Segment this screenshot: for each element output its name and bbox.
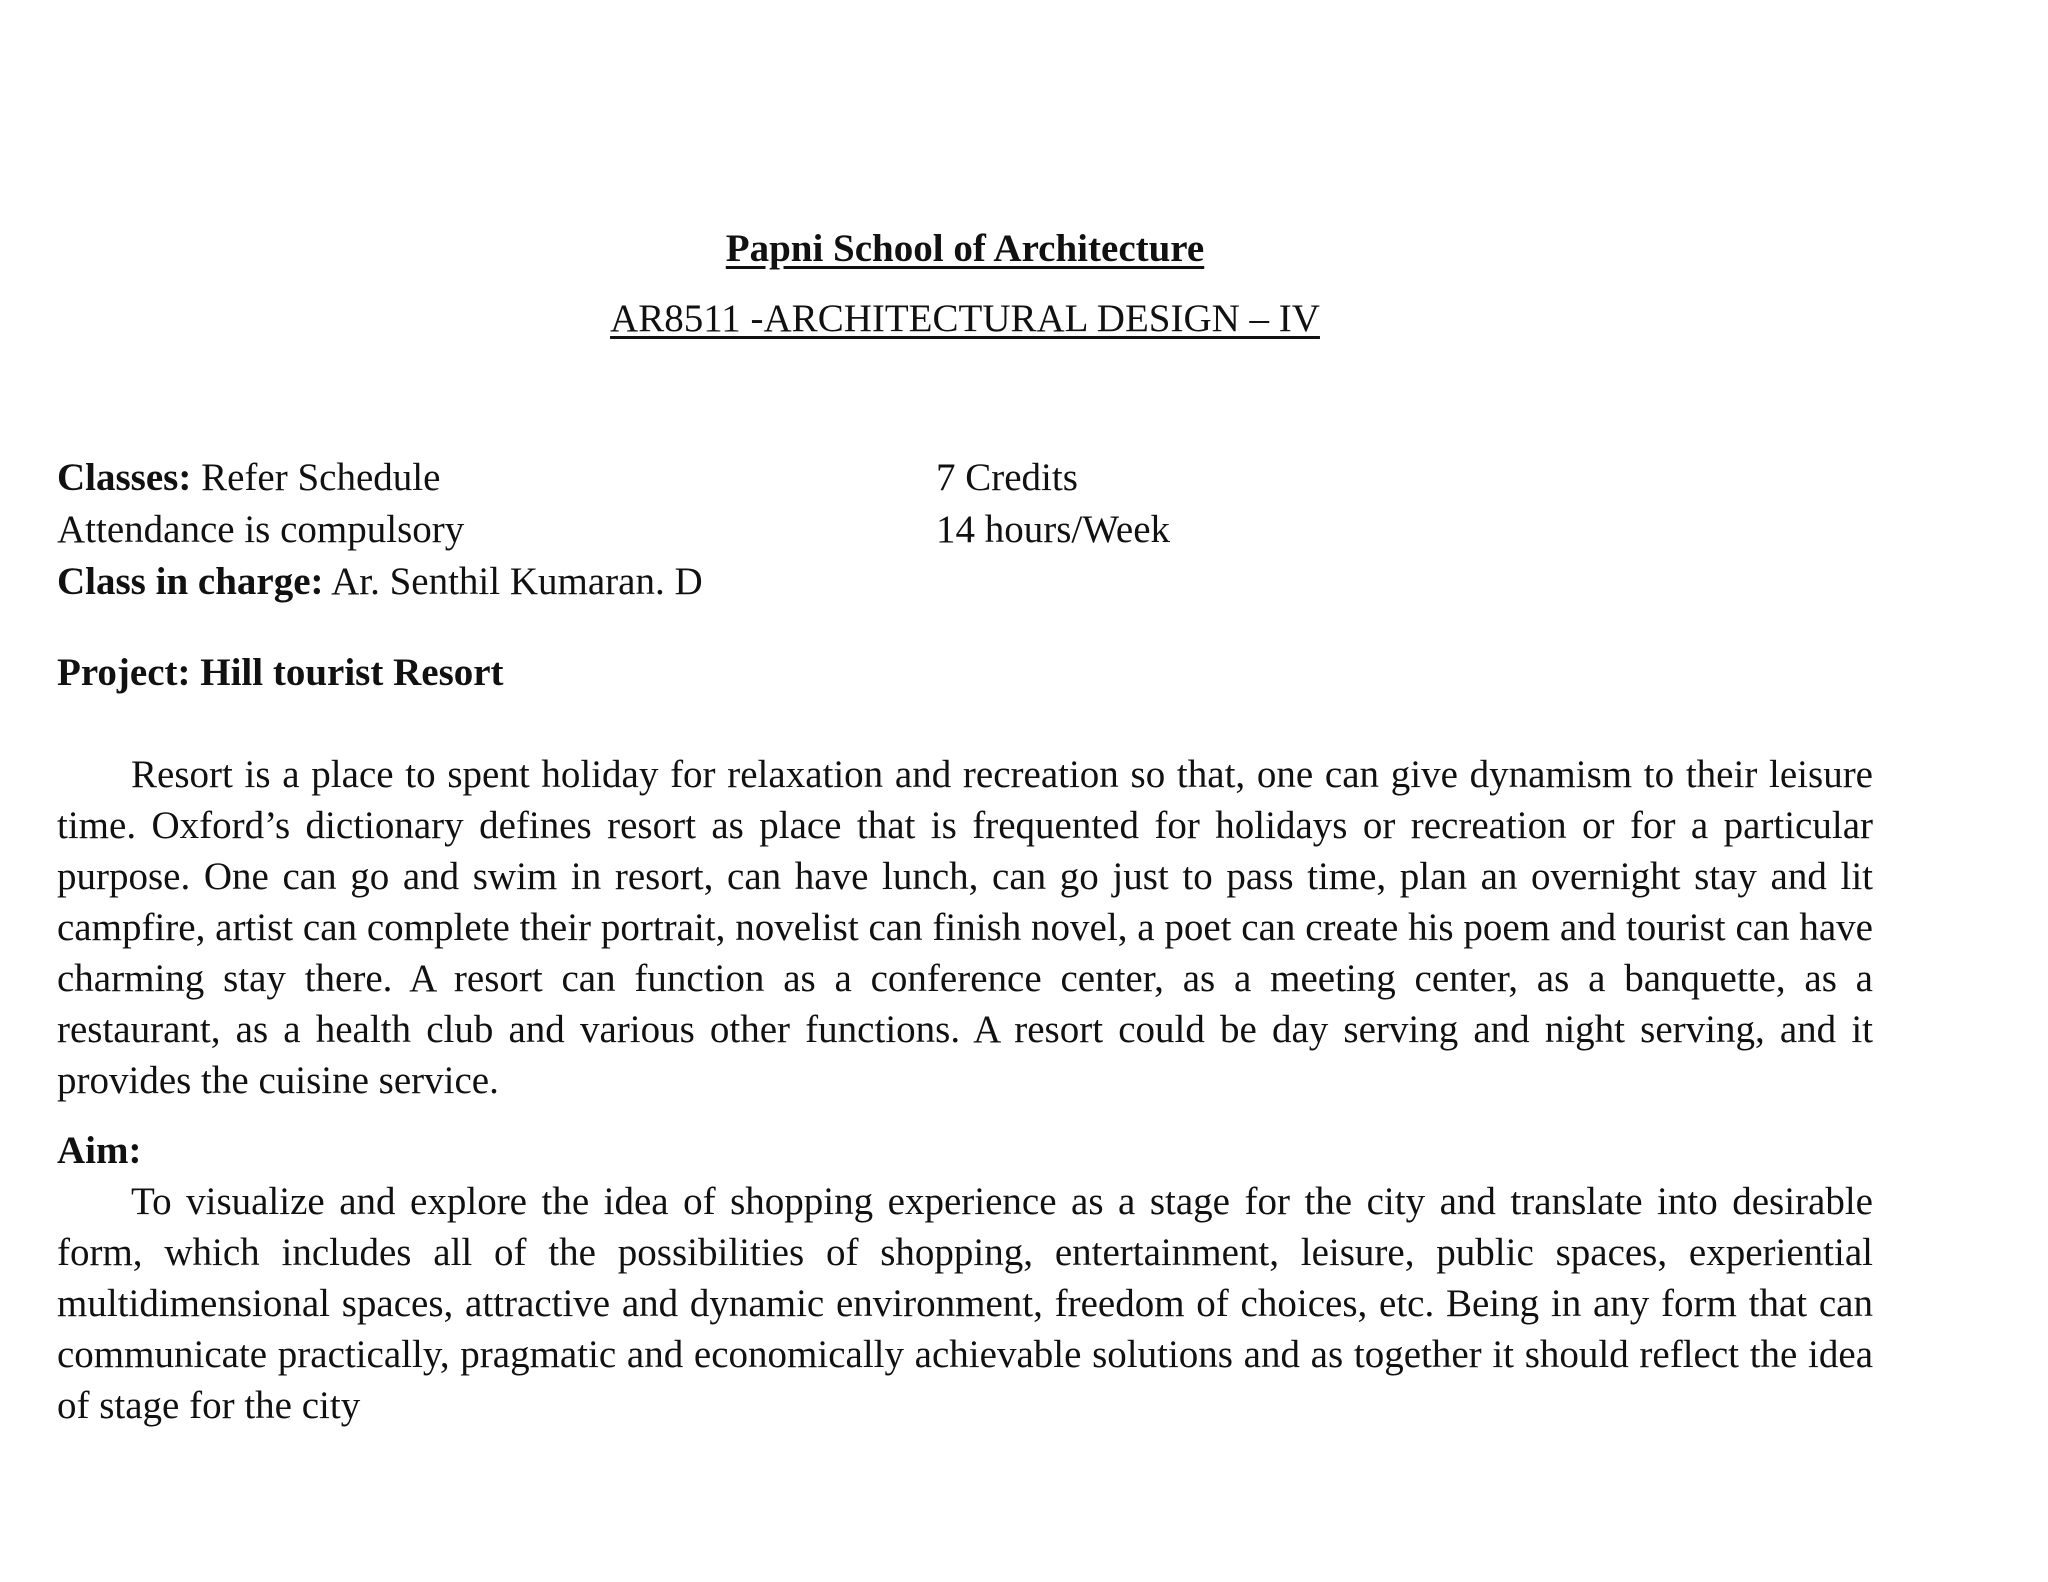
course-info (936, 452, 1170, 556)
aim-heading: Aim: (57, 1129, 142, 1172)
incharge-label: Class in charge: (57, 560, 324, 603)
hours-line: 14 hours/Week (936, 508, 1171, 551)
resort-description: Resort is a place to spent holiday for relaxation and recreation so that, one can give dynamism to their leisure time. Oxford’s dictionary defines resort as place that is frequented for holidays or recreation or for a particular purpose. One can go and swim in resort, can have lunch, can go just to pass time, plan an overnight stay and lit campfire, artist can complete their portrait, novelist can finish novel, a poet can create his poem and tourist can have charming stay there. A resort can function as a conference center, as a meeting center, as a banquette, as a restaurant, as a health club and various other functions. A resort could be day serving and night serving, and it provides the cuisine service. (57, 753, 1873, 1102)
school-title: Papni School of Architecture (725, 227, 1205, 270)
aim-text: To visualize and explore the idea of shopping experience as a stage for the city and translate into desirable form, which includes all of the possibilities of shopping, entertainment, leisure, public spaces, experiential multidimensional spaces, attractive and dynamic environment, freedom of choices, etc. Being in any form that can communicate practically, pragmatic and economically achievable solutions and as together it should reflect the idea of stage for the city (57, 1180, 1873, 1427)
project-title: Project: Hill tourist Resort (57, 651, 504, 694)
classes-value: Refer Schedule (191, 456, 441, 499)
classes-label: Classes: (57, 456, 192, 499)
incharge-value: Ar. Senthil Kumaran. D (323, 560, 703, 603)
class-info (57, 452, 703, 608)
credits-line: 7 Credits (936, 456, 1078, 499)
course-title: AR8511 -ARCHITECTURAL DESIGN – IV (610, 297, 1320, 340)
incharge-line (57, 556, 703, 608)
classes-line (57, 452, 703, 504)
attendance-line: Attendance is compulsory (57, 508, 465, 551)
